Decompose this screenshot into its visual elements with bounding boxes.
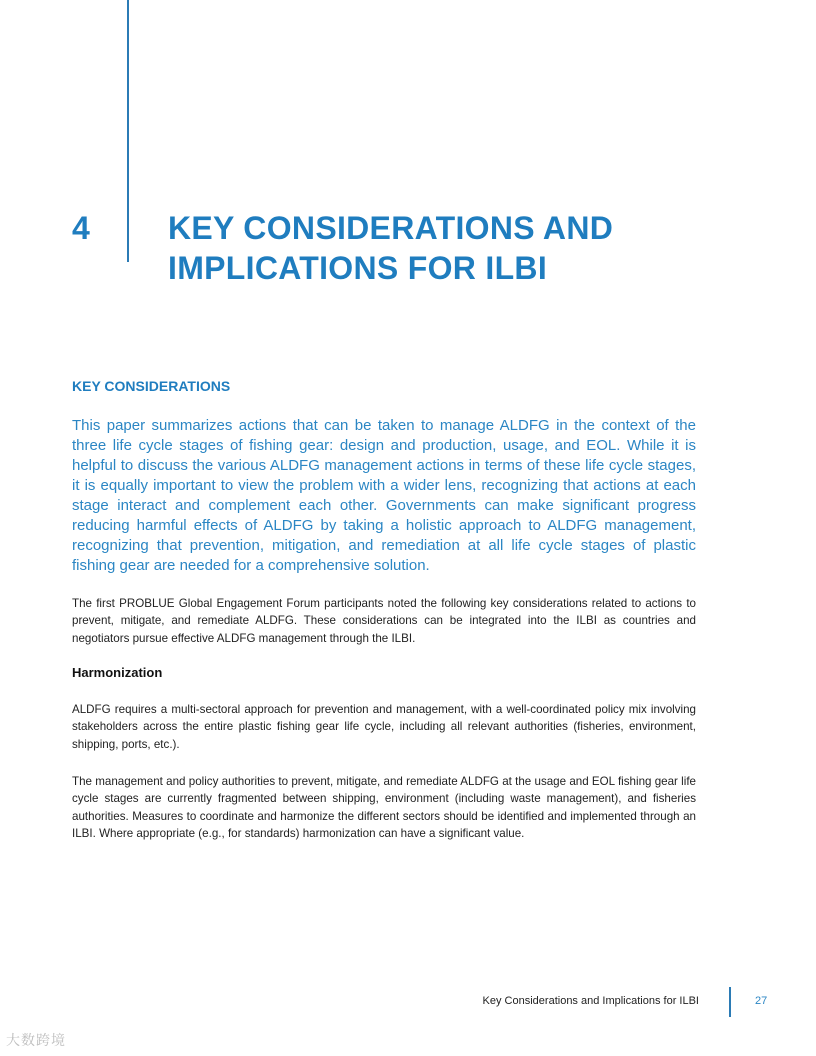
chapter-title — [168, 208, 728, 288]
chapter-number: 4 — [72, 210, 90, 246]
chapter-title-line-1: KEY CONSIDERATIONS AND — [168, 210, 614, 246]
intro-paragraph: This paper summarizes actions that can be taken to manage ALDFG in the context of the three life cycle stages of fishing gear: design and production, usage, and EOL. While it is helpful to discuss the various ALDFG management actions in terms of these life cycle stages, it is equally important to view the problem with a wider lens, recognizing that actions at each stage interact and complement each other. Governments can make significant progress reducing harmful effects of ALDFG by taking a holistic approach to ALDFG management, recognizing that prevention, mitigation, and remediation at all life cycle stages of plastic fishing gear are needed for a comprehensive solution. — [72, 417, 696, 574]
subheading-harmonization: Harmonization — [72, 665, 163, 680]
chapter-divider-line — [127, 0, 129, 262]
body-paragraph-1: The first PROBLUE Global Engagement Forum participants noted the following key considerations related to actions to prevent, mitigate, and remediate ALDFG. These considerations can be integrated into the ILBI as countries and negotiators pursue effective ALDFG management through the ILBI. — [72, 597, 696, 645]
page-number: 27 — [755, 995, 768, 1007]
body-paragraph-2: ALDFG requires a multi-sectoral approach for prevention and management, with a well-coordinated policy mix involving stakeholders across the entire plastic fishing gear life cycle, including all relevant authorities (fisheries, environment, shipping, ports, etc.). — [72, 703, 696, 751]
chapter-title-line-2: IMPLICATIONS FOR ILBI — [168, 250, 548, 286]
body-paragraph-3: The management and policy authorities to prevent, mitigate, and remediate ALDFG at the usage and EOL fishing gear life cycle stages are currently fragmented between shipping, environment (including waste management), and fisheries authorities. Measures to coordinate and harmonize the different sectors should be identified and implemented through an ILBI. Where appropriate (e.g., for standards) harmonization can have a significant value. — [72, 775, 696, 841]
watermark-logo: 大数跨境 — [6, 1032, 66, 1048]
footer-divider-line — [729, 987, 731, 1017]
footer-running-title: Key Considerations and Implications for ILBI — [482, 995, 699, 1007]
section-heading: KEY CONSIDERATIONS — [72, 378, 231, 394]
